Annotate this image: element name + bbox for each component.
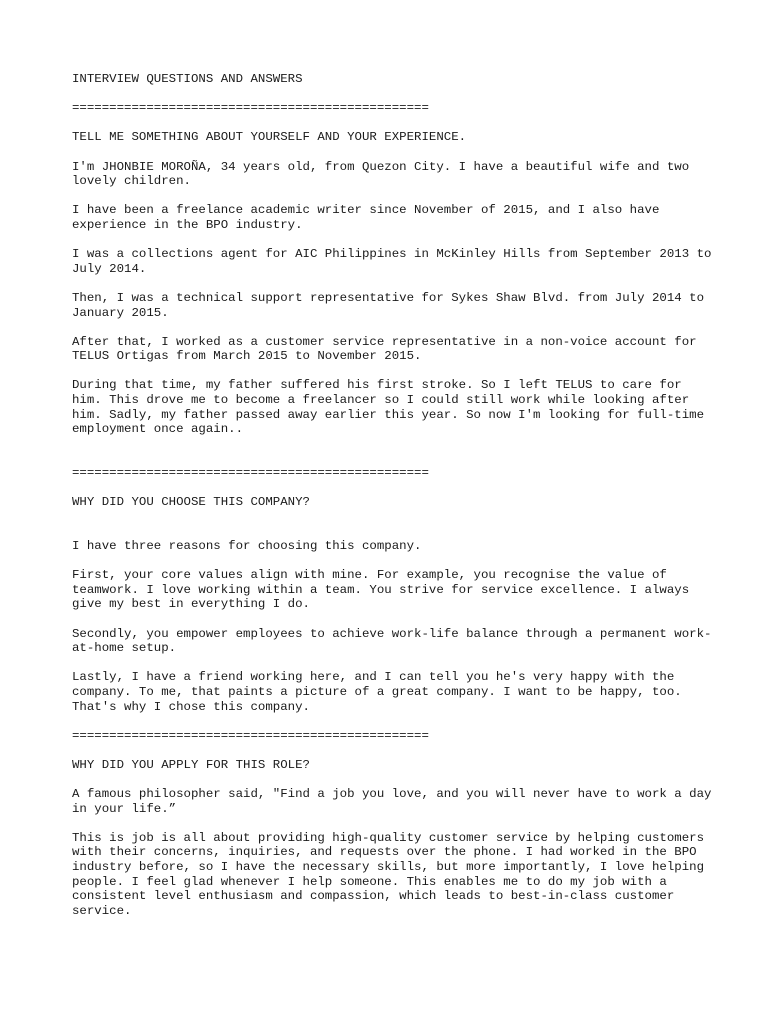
answer-paragraph: I have been a freelance academic writer since November of 2015, and I also have experience in the BPO industry.: [72, 203, 667, 232]
answer-paragraph: During that time, my father suffered his first stroke. So I left TELUS to care for him. This drove me to become a freelancer so I could still work while looking after him. Sadly, my father passed away earlier this year. So now I'm looking for full-time employment once again..: [72, 378, 712, 437]
answer-paragraph: Then, I was a technical support representative for Sykes Shaw Blvd. from July 2014 to January 2015.: [72, 290, 712, 320]
document-page: [72, 72, 719, 918]
question-2: WHY DID YOU CHOOSE THIS COMPANY?: [72, 495, 310, 510]
answer-paragraph: This is job is all about providing high-quality customer service by helping customers with their concerns, inquiries, and requests over the phone. I had worked in the BPO industry before, so I have the necessary skills, but more importantly, I love helping people. I feel glad whenever I help someone. This enables me to do my job with a consistent level enthusiasm and compassion, which leads to best-in-class customer service.: [72, 830, 712, 918]
answer-paragraph: I have three reasons for choosing this company.: [72, 539, 422, 553]
separator: ================================================: [72, 728, 429, 743]
answer-paragraph: I'm JHONBIE MOROÑA, 34 years old, from Quezon City. I have a beautiful wife and two lovely children.: [72, 159, 697, 189]
question-1: TELL ME SOMETHING ABOUT YOURSELF AND YOUR EXPERIENCE.: [72, 130, 467, 145]
answer-paragraph: A famous philosopher said, "Find a job you love, and you will never have to work a day in your life.”: [72, 787, 719, 816]
answer-paragraph: After that, I worked as a customer service representative in a non-voice account for TELUS Ortigas from March 2015 to November 2015.: [72, 334, 705, 364]
answer-paragraph: Lastly, I have a friend working here, and I can tell you he's very happy with the company. To me, that paints a picture of a great company. I want to be happy, too. That's why I chose this company.: [72, 670, 690, 714]
document-title: INTERVIEW QUESTIONS AND ANSWERS: [72, 72, 303, 86]
answer-paragraph: First, your core values align with mine. For example, you recognise the value of teamwork. I love working within a team. You strive for service excellence. I always give my best in everything I do.: [72, 568, 697, 612]
answer-paragraph: I was a collections agent for AIC Philippines in McKinley Hills from September 2013 to July 2014.: [72, 247, 719, 276]
separator: ================================================: [72, 101, 429, 116]
question-3: WHY DID YOU APPLY FOR THIS ROLE?: [72, 757, 310, 772]
separator: ================================================: [72, 466, 429, 481]
answer-paragraph: Secondly, you empower employees to achieve work-life balance through a permanent work-at-home setup.: [72, 626, 712, 656]
